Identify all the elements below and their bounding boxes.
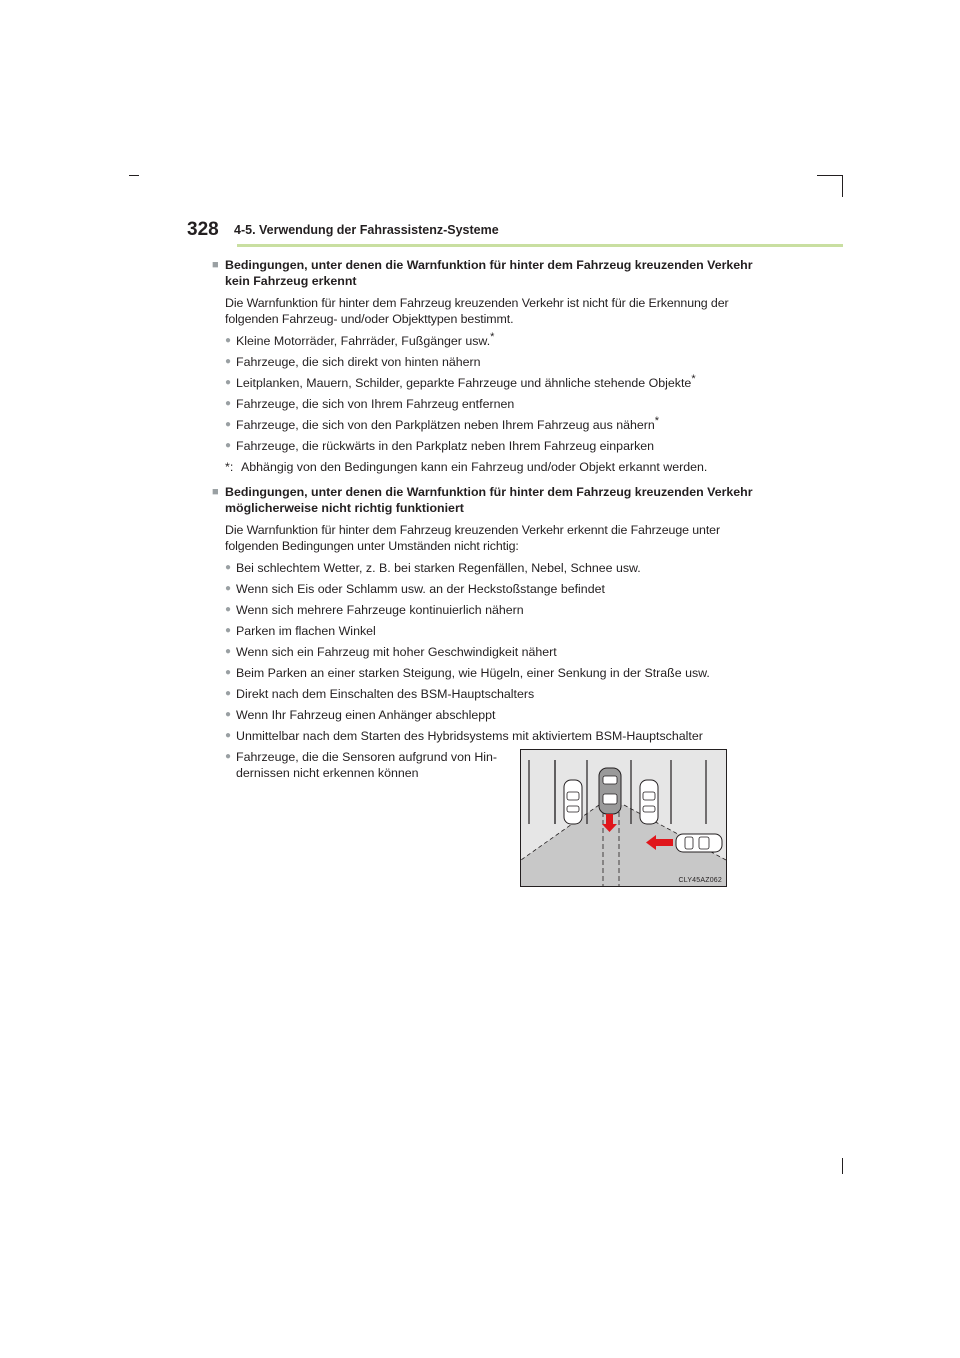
- list-item: [225, 581, 757, 597]
- square-bullet-icon: ■: [212, 259, 219, 271]
- parked-car-left: [564, 780, 582, 824]
- section-heading: [212, 484, 757, 516]
- footnote-asterisk: *: [691, 372, 696, 385]
- list-item-text: Wenn Ihr Fahrzeug einen Anhänger abschleppt: [236, 708, 496, 722]
- crop-mark: [842, 1158, 843, 1174]
- list-item-text: Wenn sich Eis oder Schlamm usw. an der Heckstoßstange befindet: [236, 582, 605, 596]
- list-item: [225, 728, 757, 744]
- bullet-dot-icon: ●: [225, 730, 232, 741]
- list-item-text: Fahrzeuge, die rückwärts in den Parkplatz neben Ihrem Fahrzeug einparken: [236, 439, 655, 453]
- list-item-text: Unmittelbar nach dem Starten des Hybridsystems mit aktiviertem BSM-Hauptschalter: [236, 729, 703, 743]
- parking-diagram: [521, 750, 726, 886]
- list-item-text: Fahrzeuge, die sich von Ihrem Fahrzeug entfernen: [236, 397, 515, 411]
- crop-mark: [129, 175, 139, 176]
- square-bullet-icon: ■: [212, 486, 219, 498]
- list-item-text: Kleine Motorräder, Fahrräder, Fußgänger usw.: [236, 334, 491, 348]
- list-item: [225, 438, 757, 454]
- list-item-text: Fahrzeuge, die sich von den Parkplätzen neben Ihrem Fahrzeug aus nähern: [236, 418, 655, 432]
- list-item-text: Wenn sich mehrere Fahrzeuge kontinuierlich nähern: [236, 603, 524, 617]
- bullet-dot-icon: ●: [225, 440, 232, 451]
- parked-car-right: [640, 780, 658, 824]
- bullet-dot-icon: ●: [225, 709, 232, 720]
- bullet-dot-icon: ●: [225, 751, 232, 762]
- section-heading-text: Bedingungen, unter denen die Warnfunktion für hinter dem Fahrzeug kreuzenden Verkehr möglicherweise nicht richtig funktioniert: [225, 485, 753, 515]
- list-item: [225, 686, 757, 702]
- list-item-text: Fahrzeuge, die sich direkt von hinten nähern: [236, 355, 481, 369]
- approaching-car: [676, 834, 722, 852]
- section-heading-text: Bedingungen, unter denen die Warnfunktion für hinter dem Fahrzeug kreuzenden Verkehr kein Fahrzeug erkennt: [225, 258, 753, 288]
- section-intro: Die Warnfunktion für hinter dem Fahrzeug kreuzenden Verkehr ist nicht für die Erkennung der folgenden Fahrzeug- und/oder Objekttypen bestimmt.: [225, 296, 729, 326]
- parking-illustration: [520, 749, 727, 887]
- list-item-text: Leitplanken, Mauern, Schilder, geparkte Fahrzeuge und ähnliche stehende Objekte: [236, 376, 692, 390]
- footnote-text: Abhängig von den Bedingungen kann ein Fahrzeug und/oder Objekt erkannt werden.: [241, 460, 708, 474]
- footnote-asterisk: *: [490, 330, 495, 343]
- bullet-dot-icon: ●: [225, 646, 232, 657]
- list-item: [225, 707, 757, 723]
- bullet-dot-icon: ●: [225, 356, 232, 367]
- bullet-dot-icon: ●: [225, 625, 232, 636]
- footnote-mark: *:: [225, 460, 234, 474]
- bullet-dot-icon: ●: [225, 335, 232, 346]
- list-item-text: Wenn sich ein Fahrzeug mit hoher Geschwindigkeit nähert: [236, 645, 557, 659]
- crop-mark: [817, 175, 842, 176]
- bullet-dot-icon: ●: [225, 688, 232, 699]
- footnote: [225, 459, 757, 475]
- list-item-text: Parken im flachen Winkel: [236, 624, 376, 638]
- content: [212, 257, 757, 786]
- list-item: [225, 560, 757, 576]
- section-intro: Die Warnfunktion für hinter dem Fahrzeug kreuzenden Verkehr erkennt die Fahrzeuge unter folgenden Bedingungen unter Umständen nicht richtig:: [225, 523, 721, 553]
- footnote-asterisk: *: [654, 414, 660, 427]
- list-item: [225, 414, 757, 433]
- header-rule: [237, 244, 843, 247]
- list-item: [225, 396, 757, 412]
- list-item: [225, 602, 757, 618]
- crop-mark: [842, 175, 843, 197]
- list-item: [225, 623, 757, 639]
- list-item-text: Bei schlechtem Wetter, z. B. bei starken Regenfällen, Nebel, Schnee usw.: [236, 561, 641, 575]
- own-car: [599, 768, 621, 814]
- bullet-dot-icon: ●: [225, 398, 232, 409]
- bullet-dot-icon: ●: [225, 419, 232, 430]
- bullet-dot-icon: ●: [225, 377, 232, 388]
- list-item-text-line: dernissen nicht erkennen können: [236, 766, 419, 780]
- list-item-text: Beim Parken an einer starken Steigung, wie Hügeln, einer Senkung in der Straße usw.: [236, 666, 710, 680]
- list-item: [225, 330, 757, 349]
- bullet-dot-icon: ●: [225, 667, 232, 678]
- list-item: [225, 372, 757, 391]
- section-heading: [212, 257, 757, 289]
- bullet-dot-icon: ●: [225, 604, 232, 615]
- list-item: [225, 644, 757, 660]
- list-item: [225, 354, 757, 370]
- bullet-dot-icon: ●: [225, 583, 232, 594]
- chapter-title: 4-5. Verwendung der Fahrassistenz-Systeme: [234, 223, 499, 237]
- list-item-text: Direkt nach dem Einschalten des BSM-Hauptschalters: [236, 687, 535, 701]
- page-number: 328: [187, 219, 219, 240]
- figure-label: CLY45AZ062: [678, 877, 722, 884]
- list-item: [225, 749, 505, 781]
- list-item-text-line: Fahrzeuge, die die Sensoren aufgrund von Hin-: [236, 750, 498, 764]
- list-item: [225, 665, 757, 681]
- bullet-dot-icon: ●: [225, 562, 232, 573]
